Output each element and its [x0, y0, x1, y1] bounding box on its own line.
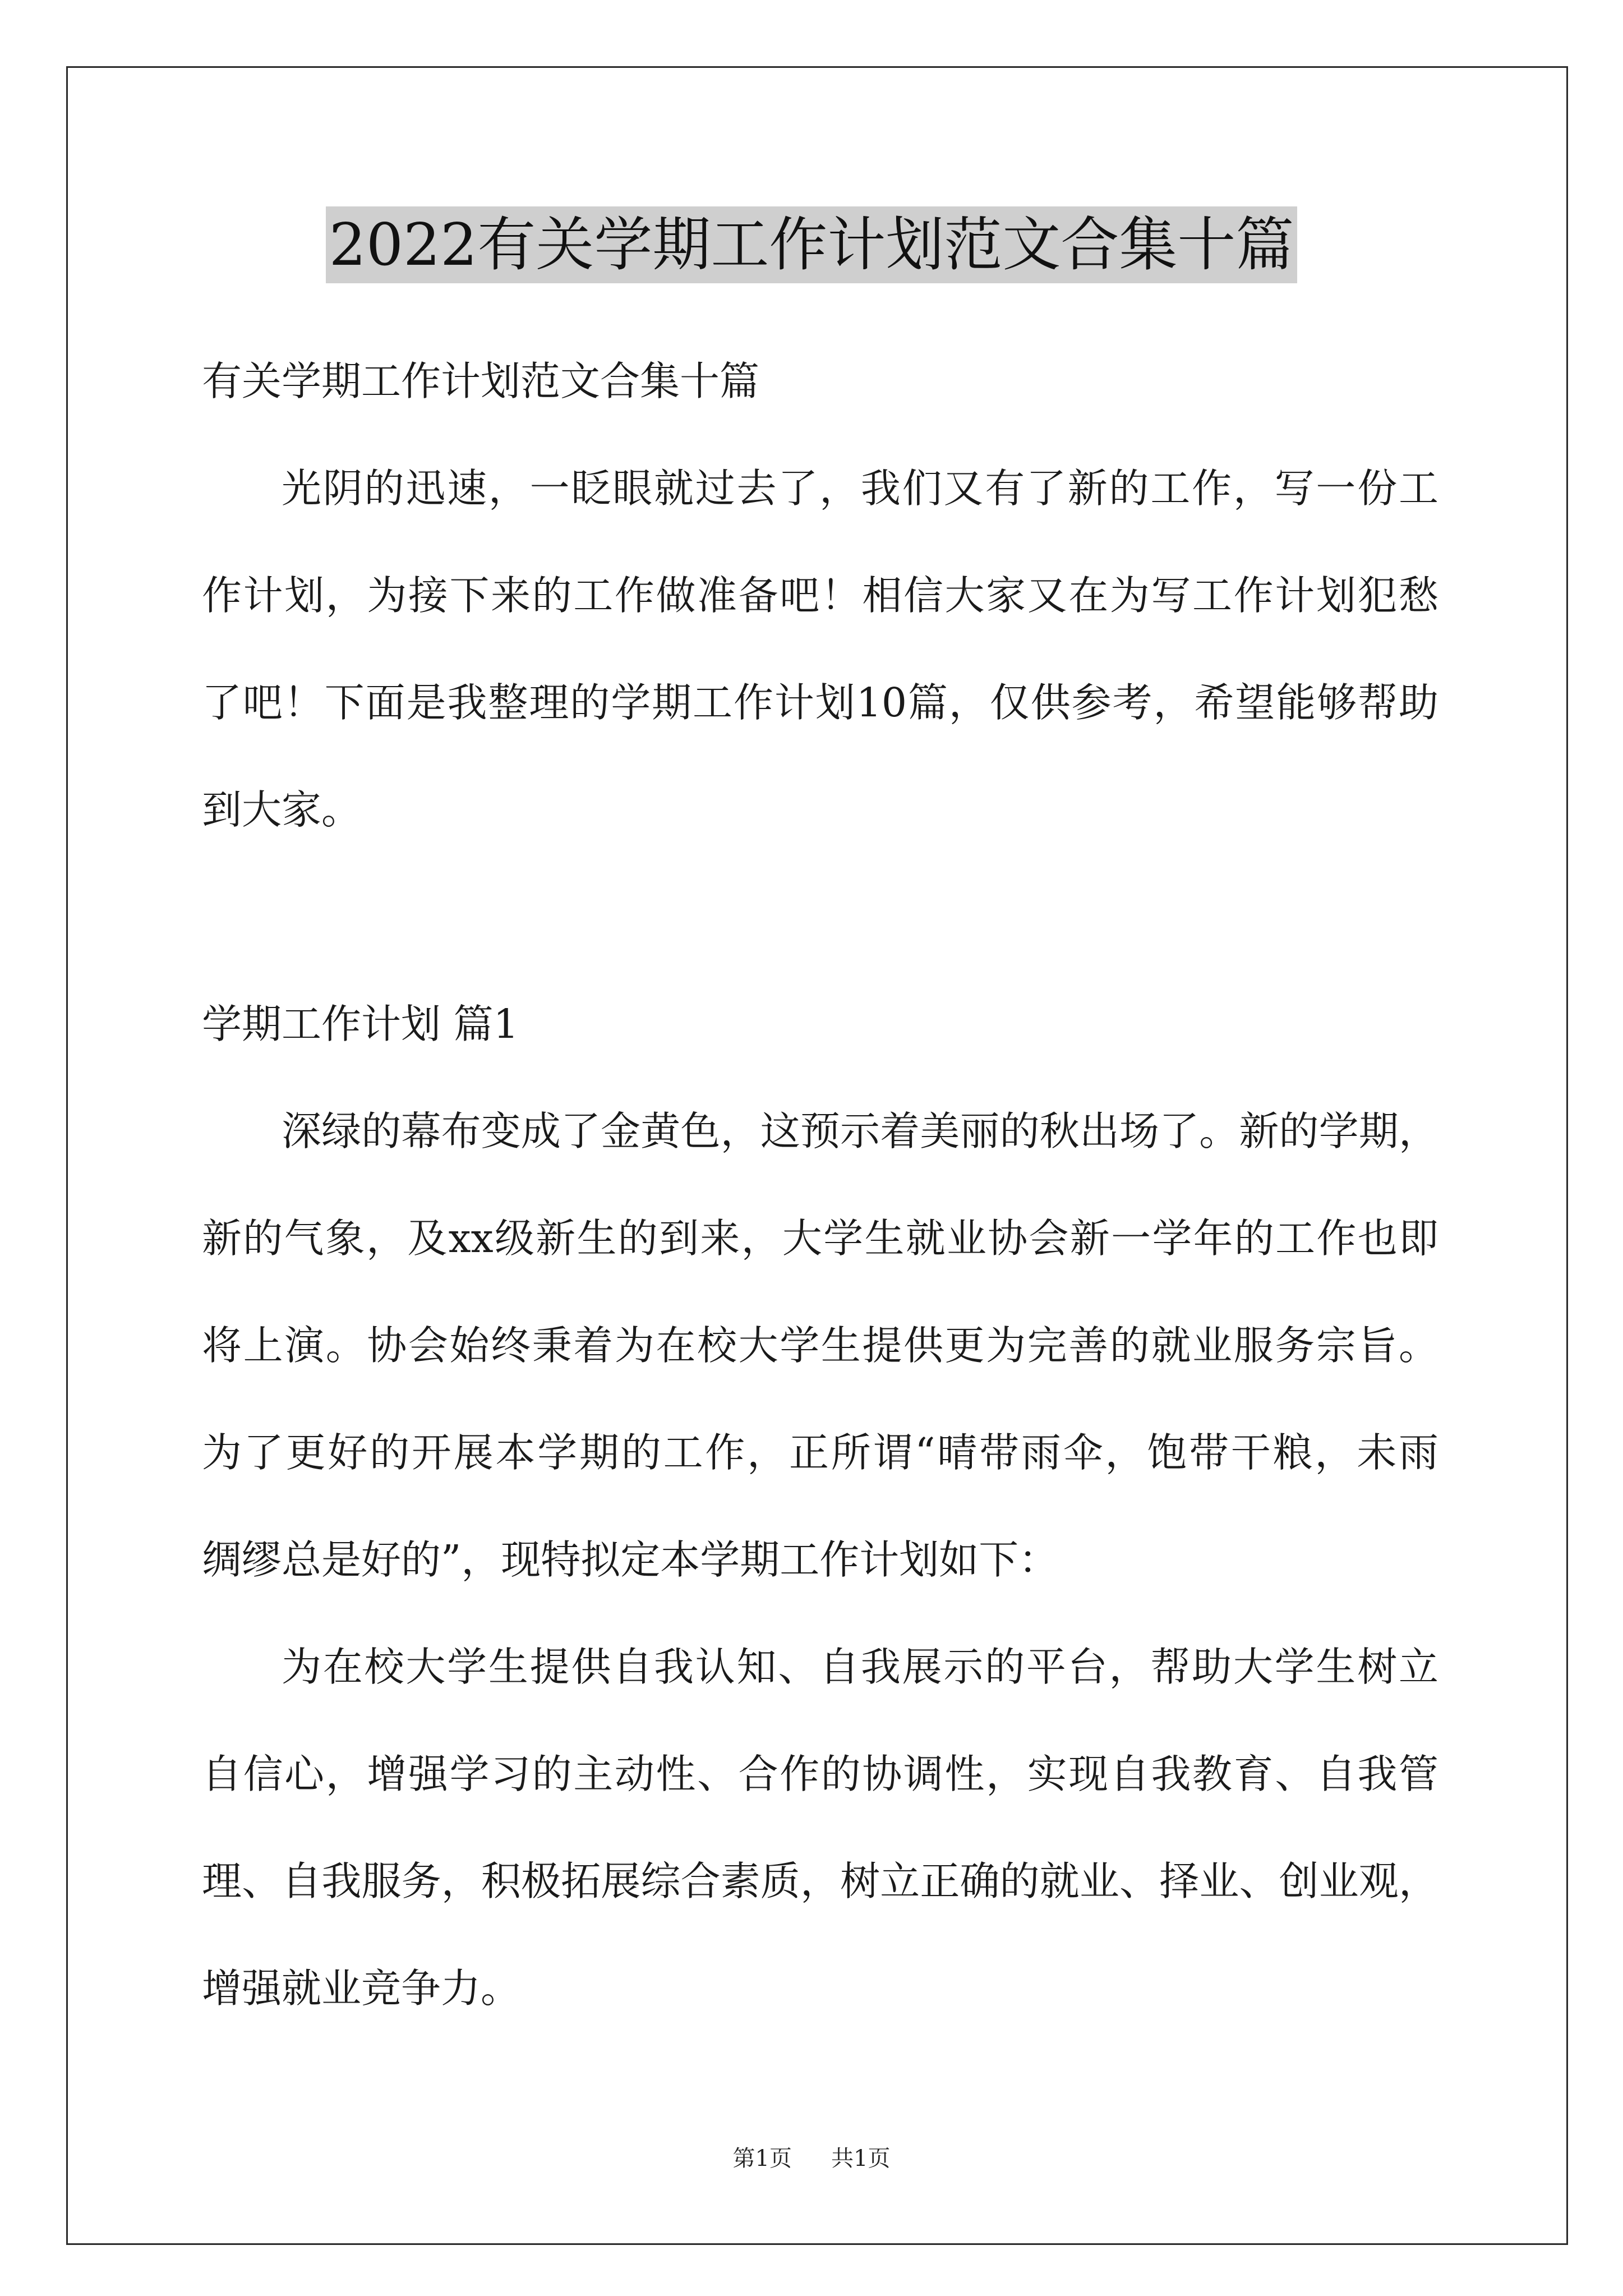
intro-paragraph [202, 435, 1438, 863]
paragraph-line: 了吧！下面是我整理的学期工作计划10篇，仅供参考，希望能够帮助 [202, 679, 1438, 726]
paragraph-line: 将上演。协会始终秉着为在校大学生提供更为完善的就业服务宗旨。 [202, 1322, 1438, 1369]
document-title: 2022有关学期工作计划范文合集十篇 [326, 206, 1298, 283]
paragraph-line: 深绿的幕布变成了金黄色，这预示着美丽的秋出场了。新的学期， [282, 1108, 1438, 1154]
paragraph-line: 绸缪总是好的”，现特拟定本学期工作计划如下： [202, 1536, 1059, 1583]
blank-line [202, 863, 1438, 970]
paragraph-line: 理、自我服务，积极拓展综合素质，树立正确的就业、择业、创业观， [202, 1858, 1438, 1904]
paragraph-line: 光阴的迅速，一眨眼就过去了，我们又有了新的工作，写一份工 [282, 465, 1438, 512]
page-footer [0, 2143, 1623, 2174]
document-body [202, 328, 1438, 2042]
paragraph-line: 作计划，为接下来的工作做准备吧！相信大家又在为写工作计划犯愁 [202, 572, 1438, 619]
paragraph-line: 到大家。 [202, 786, 362, 833]
document-subtitle: 有关学期工作计划范文合集十篇 [202, 358, 760, 404]
paragraph-line: 增强就业竞争力。 [202, 1965, 521, 2012]
paragraph-line: 新的气象，及xx级新生的到来，大学生就业协会新一学年的工作也即 [202, 1215, 1438, 1262]
section-heading: 学期工作计划 篇1 [202, 1001, 519, 1047]
section-paragraph [202, 1078, 1438, 1613]
total-pages: 共1页 [831, 2146, 891, 2171]
paragraph-line: 为了更好的开展本学期的工作，正所谓“晴带雨伞，饱带干粮，未雨 [202, 1429, 1438, 1476]
page-number: 第1页 [732, 2146, 792, 2171]
paragraph-line: 为在校大学生提供自我认知、自我展示的平台，帮助大学生树立 [282, 1644, 1438, 1690]
title-container [0, 206, 1623, 283]
section-paragraph [202, 1613, 1438, 2042]
paragraph-line: 自信心，增强学习的主动性、合作的协调性，实现自我教育、自我管 [202, 1751, 1438, 1797]
